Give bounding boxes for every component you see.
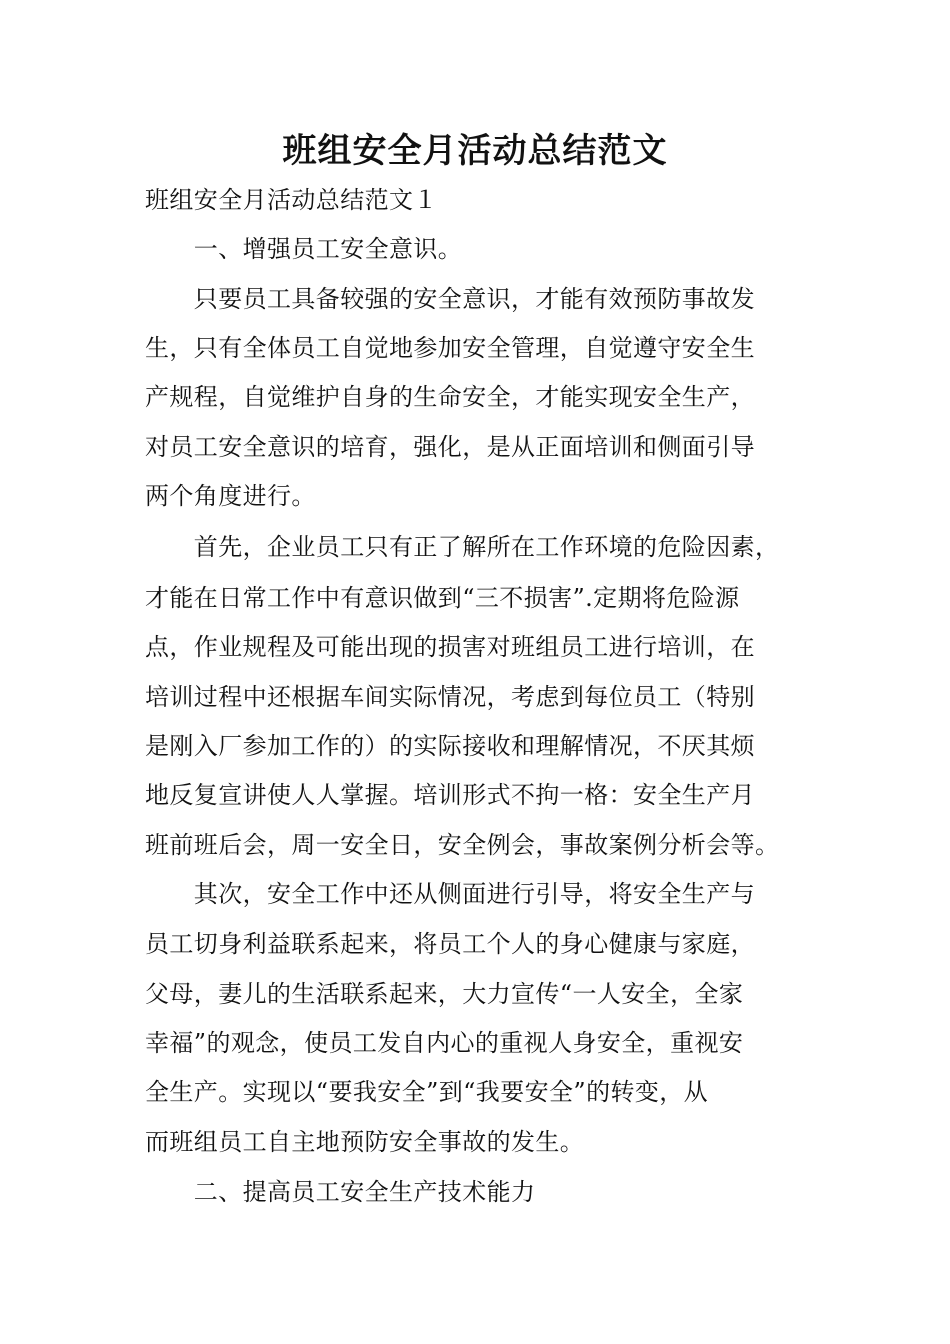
paragraph-line: 生，只有全体员工自觉地参加安全管理，自觉遵守安全生 <box>145 334 755 362</box>
paragraph-line: 幸福”的观念，使员工发自内心的重视人身安全，重视安 <box>145 1029 744 1057</box>
paragraph-line: 是刚入厂参加工作的）的实际接收和理解情况，不厌其烦 <box>145 732 755 760</box>
paragraph-line: 地反复宣讲使人人掌握。培训形式不拘一格：安全生产月 <box>145 781 755 809</box>
paragraph-line: 两个角度进行。 <box>145 482 316 510</box>
paragraph-line: 点，作业规程及可能出现的损害对班组员工进行培训，在 <box>145 633 755 661</box>
paragraph-line: 全生产。实现以“要我安全”到“我要安全”的转变，从 <box>145 1078 709 1106</box>
paragraph-line: 对员工安全意识的培育，强化，是从正面培训和侧面引导 <box>145 433 755 461</box>
paragraph-line: 产规程，自觉维护自身的生命安全，才能实现安全生产， <box>145 383 755 411</box>
subtitle-line: 班组安全月活动总结范文１ <box>145 186 438 214</box>
paragraph-line: 班前班后会，周一安全日，安全例会，事故案例分析会等。 <box>145 831 780 859</box>
paragraph-line: 才能在日常工作中有意识做到“三不损害”.定期将危险源 <box>145 584 740 612</box>
section-heading: 一、增强员工安全意识。 <box>145 235 463 263</box>
paragraph-line: 其次，安全工作中还从侧面进行引导，将安全生产与 <box>145 880 755 908</box>
paragraph-line: 员工切身利益联系起来，将员工个人的身心健康与家庭， <box>145 930 755 958</box>
paragraph-line: 首先，企业员工只有正了解所在工作环境的危险因素， <box>145 533 780 561</box>
paragraph-line: 只要员工具备较强的安全意识，才能有效预防事故发 <box>145 285 755 313</box>
document-title: 班组安全月活动总结范文 <box>282 131 668 171</box>
paragraph-line: 而班组员工自主地预防安全事故的发生。 <box>145 1128 585 1156</box>
section-heading: 二、提高员工安全生产技术能力 <box>145 1178 536 1206</box>
paragraph-line: 父母，妻儿的生活联系起来，大力宣传“一人安全，全家 <box>145 980 744 1008</box>
paragraph-line: 培训过程中还根据车间实际情况，考虑到每位员工（特别 <box>145 683 755 711</box>
